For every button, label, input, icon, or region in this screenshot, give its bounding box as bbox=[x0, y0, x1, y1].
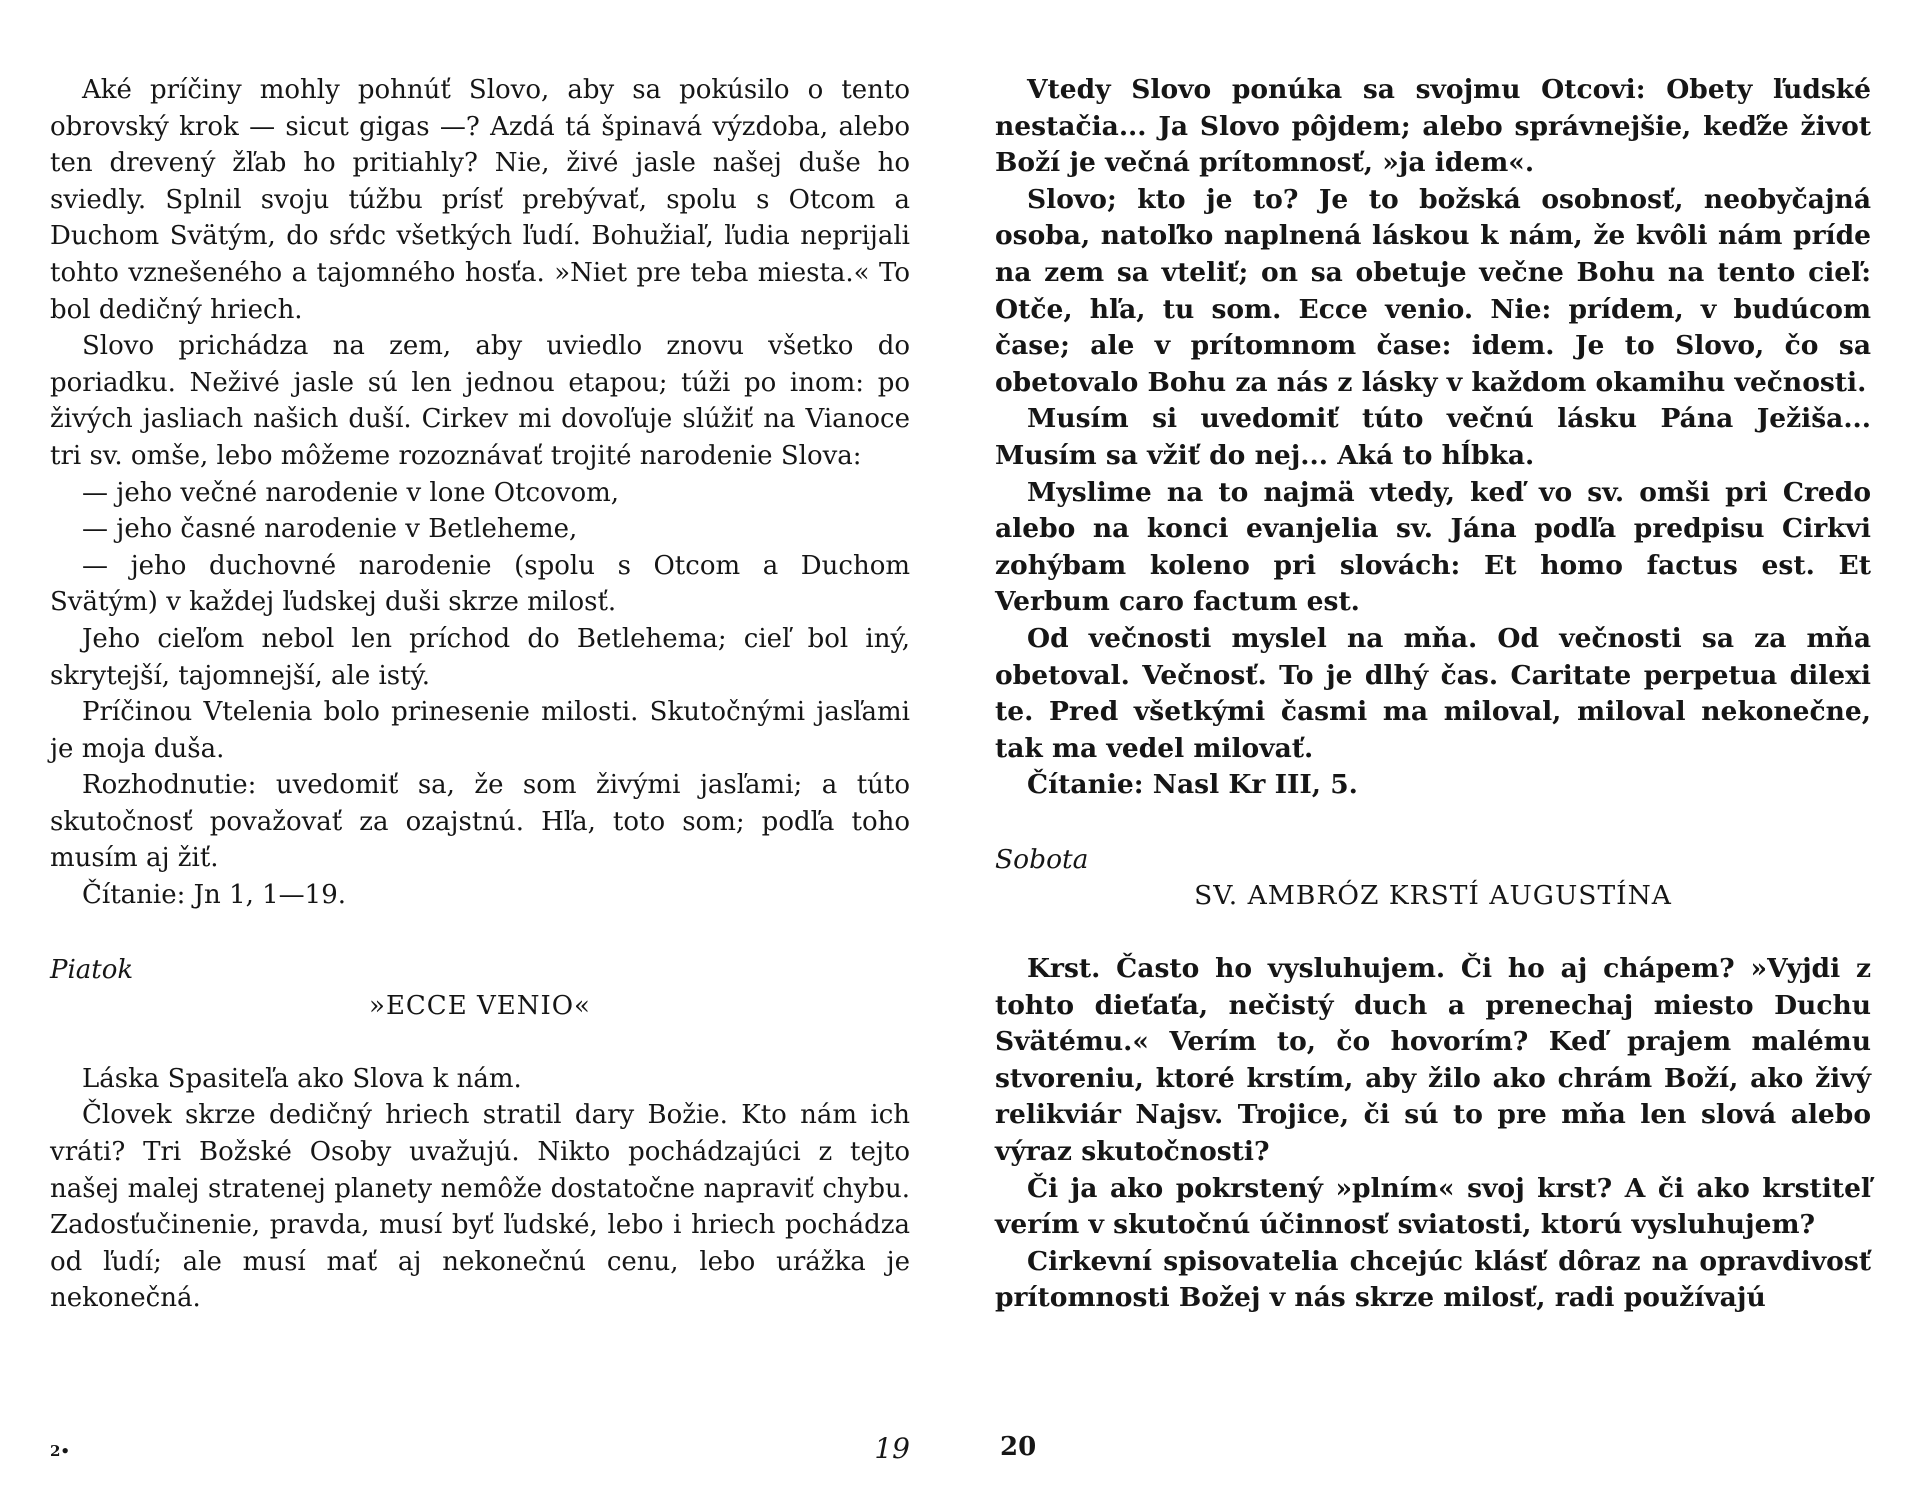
right-page-text bbox=[995, 72, 1871, 1317]
paragraph: Vtedy Slovo ponúka sa svojmu Otcovi: Obety ľudské nestačia... Ja Slovo pôjdem; alebo správnejšie, keďže život Boží je večná prítomnosť, »ja idem«. bbox=[995, 74, 1871, 179]
heading-gap bbox=[995, 915, 1871, 951]
left-page-text bbox=[50, 72, 910, 1317]
section-heading: SV. AMBRÓZ KRSTÍ AUGUSTÍNA bbox=[1194, 880, 1672, 912]
paragraph: Myslime na to najmä vtedy, keď vo sv. omši pri Credo alebo na konci evanjelia sv. Jána podľa predpisu Cirkvi zohýbam koleno pri slovách: Et homo factus est. Et Verbum caro factum est. bbox=[995, 476, 1871, 618]
left-page bbox=[50, 0, 910, 1500]
signature-mark: 2• bbox=[50, 1442, 71, 1460]
paragraph: Aké príčiny mohly pohnúť Slovo, aby sa pokúsilo o tento obrovský krok — sicut gigas —? Azdá tá špinavá výzdoba, alebo ten drevený žľab ho pritiahly? Nie, živé jasle našej duše ho sviedly. Splnil svoju túžbu prísť prebývať, spolu s Otcom a Duchom Svätým, do sŕdc všetkých ľudí. Bohužiaľ, ľudia neprijali tohto vznešeného a tajomného hosťa. »Niet pre teba miesta.« To bol dedičný hriech. bbox=[50, 75, 910, 325]
paragraph: Či ja ako pokrstený »plním« svoj krst? A či ako krstiteľ verím v skutočnú účinnosť sviatosti, ktorú vysluhujem? bbox=[995, 1172, 1871, 1241]
reading-citation: Čítanie: Nasl Kr III, 5. bbox=[1027, 769, 1358, 801]
section-gap bbox=[50, 914, 910, 952]
paragraph: Slovo prichádza na zem, aby uviedlo znovu všetko do poriadku. Neživé jasle sú len jednou etapou; túži po inom: po živých jasliach našich duší. Cirkev mi dovoľuje slúžiť na Vianoce tri sv. omše, lebo môžeme rozoznávať trojité narodenie Slova: bbox=[50, 331, 910, 471]
page-number: 20 bbox=[1000, 1432, 1037, 1462]
dash-item: — jeho časné narodenie v Betleheme, bbox=[82, 514, 578, 545]
day-label: Sobota bbox=[995, 843, 1089, 875]
paragraph: Príčinou Vtelenia bolo prinesenie milosti. Skutočnými jasľami je moja duša. bbox=[50, 697, 910, 764]
paragraph: Rozhodnutie: uvedomiť sa, že som živými jasľami; a túto skutočnosť považovať za ozajstnú. Hľa, toto som; podľa toho musím aj žiť. bbox=[50, 770, 910, 874]
paragraph: Človek skrze dedičný hriech stratil dary Božie. Kto nám ich vráti? Tri Božské Osoby uvažujú. Nikto pochádzajúci z tejto našej malej stratenej planety nemôže dostatočne napraviť chybu. Zadosťučinenie, pravda, musí byť ľudské, lebo i hriech pochádza od ľudí; ale musí mať aj nekonečnú cenu, lebo urážka je nekonečná. bbox=[50, 1100, 910, 1314]
paragraph: Musím si uvedomiť túto večnú lásku Pána Ježiša... Musím sa vžiť do nej... Aká to hĺbka. bbox=[995, 403, 1871, 471]
paragraph: Jeho cieľom nebol len príchod do Betlehema; cieľ bol iný, skrytejší, tajomnejší, ale istý. bbox=[50, 623, 910, 691]
page-number: 19 bbox=[874, 1432, 910, 1465]
paragraph: Slovo; kto je to? Je to božská osobnosť, neobyčajná osoba, natoľko naplnená láskou k nám, že kvôli nám príde na zem sa vteliť; on sa obetuje večne Bohu na tento cieľ: Otče, hľa, tu som. Ecce venio. Nie: prídem, v budúcom čase; ale v prítomnom čase: idem. Je to Slovo, čo sa obetovalo Bohu za nás z lásky v každom okamihu večnosti. bbox=[995, 183, 1871, 398]
paragraph: Láska Spasiteľa ako Slova k nám. bbox=[82, 1063, 522, 1094]
day-label: Piatok bbox=[50, 954, 134, 985]
paragraph: Od večnosti myslel na mňa. Od večnosti sa za mňa obetoval. Večnosť. To je dlhý čas. Caritate perpetua dilexi te. Pred všetkými časmi ma miloval, miloval nekonečne, tak ma vedel milovať. bbox=[995, 622, 1871, 764]
dash-item: — jeho večné narodenie v lone Otcovom, bbox=[82, 477, 620, 508]
paragraph: Krst. Často ho vysluhujem. Či ho aj chápem? »Vyjdi z tohto dieťaťa, nečistý duch a prenechaj miesto Duchu Svätému.« Verím to, čo hovorím? Keď prajem malému stvoreniu, ktoré krstím, aby žilo ako chrám Boží, ako živý relikviár Najsv. Trojice, či sú to pre mňa len slová alebo výraz skutočnosti? bbox=[995, 953, 1871, 1168]
section-gap bbox=[995, 804, 1871, 842]
section-heading: »ECCE VENIO« bbox=[369, 991, 591, 1022]
right-page bbox=[995, 0, 1871, 1500]
paragraph: Cirkevní spisovatelia chcejúc klásť dôraz na opravdivosť prítomnosti Božej v nás skrze milosť, radi používajú bbox=[995, 1245, 1871, 1314]
dash-item: — jeho duchovné narodenie (spolu s Otcom a Duchom Svätým) v každej ľudskej duši skrze milosť. bbox=[50, 550, 910, 618]
reading-citation: Čítanie: Jn 1, 1—19. bbox=[82, 880, 347, 911]
heading-gap bbox=[50, 1025, 910, 1061]
